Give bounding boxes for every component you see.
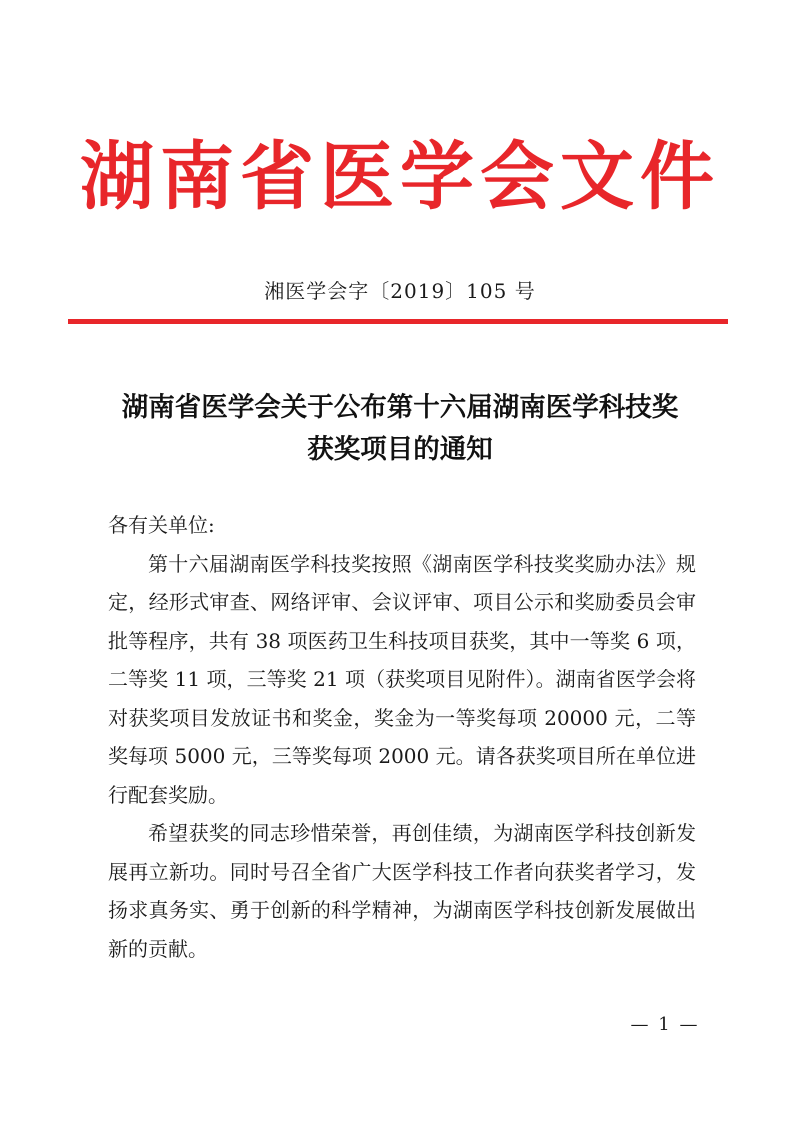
salutation: 各有关单位: <box>108 513 215 537</box>
notice-title <box>60 387 740 471</box>
notice-title-line-2: 获奖项目的通知 <box>307 434 493 465</box>
document-masthead: 湖南省医学会文件 <box>80 134 720 220</box>
page-number: — 1 — <box>630 1014 700 1035</box>
document-number: 湘医学会字〔2019〕105 号 <box>264 279 536 303</box>
body-paragraph-2: 希望获奖的同志珍惜荣誉，再创佳绩，为湖南医学科技创新发展再立新功。同时号召全省广大医学科技工作者向获奖者学习，发扬求真务实、勇于创新的科学精神，为湖南医学科技创新发展做出新的贡献。 <box>108 821 696 961</box>
notice-body <box>108 506 696 968</box>
red-divider-line <box>68 319 728 324</box>
body-paragraph-1: 第十六届湖南医学科技奖按照《湖南医学科技奖奖励办法》规定，经形式审查、网络评审、会议评审、项目公示和奖励委员会审批等程序，共有 38 项医药卫生科技项目获奖，其中一等奖 6 项，二等奖 11 项，三等奖 21 项（获奖项目见附件）。湖南省医学会将对获奖项目发放证书和奖金，奖金为一等奖每项 20000 元，二等奖每项 5000 元，三等奖每项 2000 元。请各获奖项目所在单位进行配套奖励。 <box>108 551 696 807</box>
notice-title-line-1: 湖南省医学会关于公布第十六届湖南医学科技奖 <box>121 392 679 423</box>
